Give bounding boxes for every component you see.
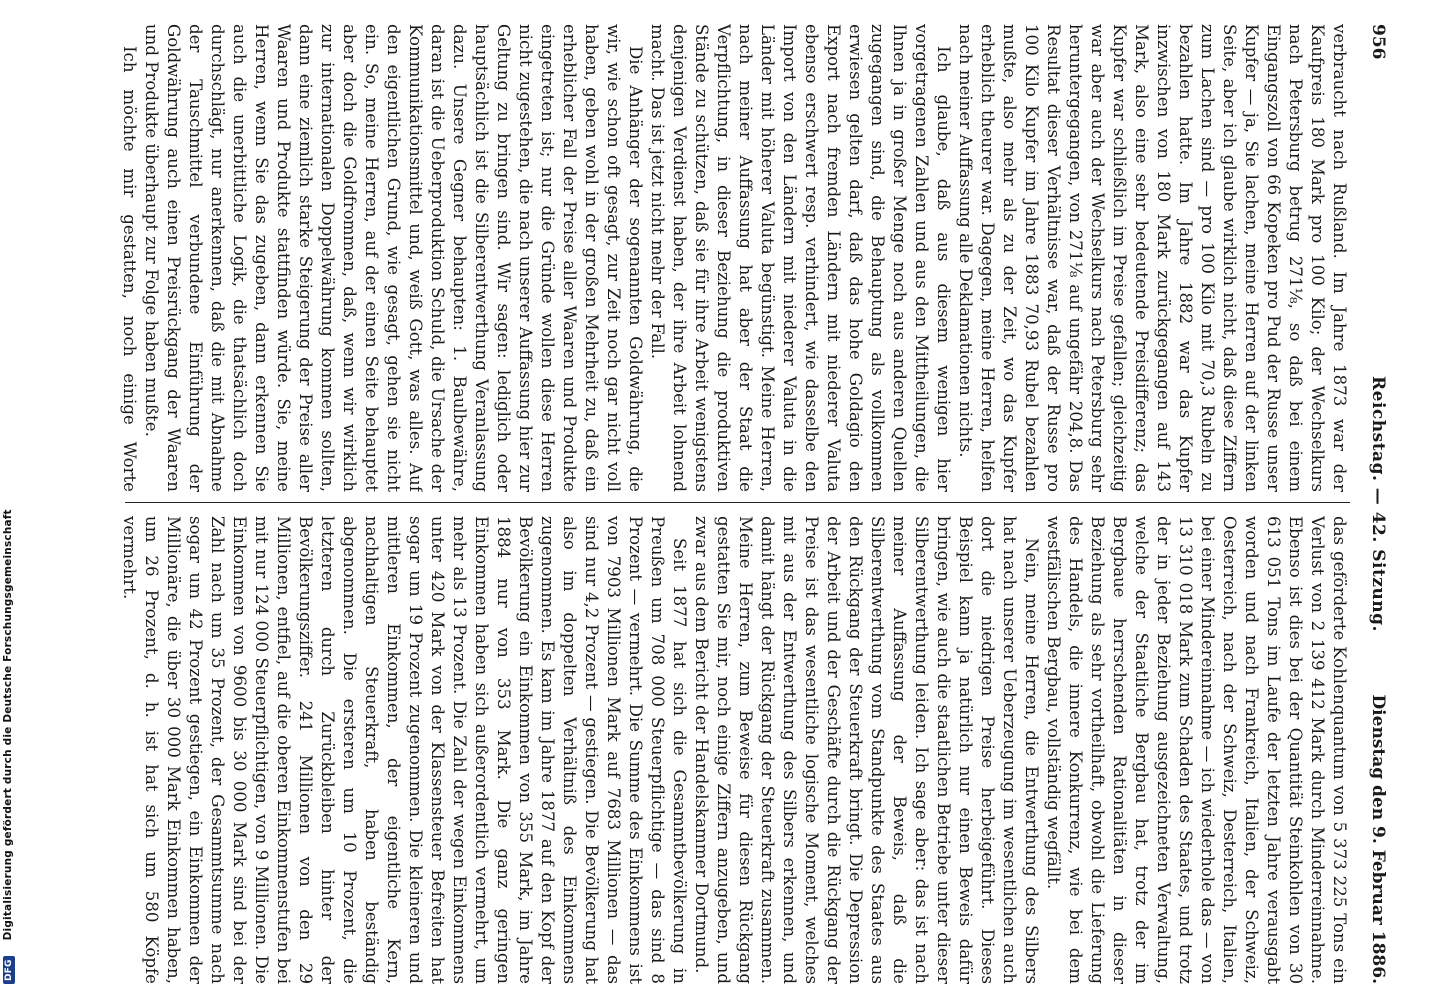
right-text-column [120,516,1350,984]
page-number: 956 [1368,24,1388,60]
document-page [110,24,1390,984]
dfg-logo: DFG [3,956,15,984]
session-date: Dienstag den 9. Februar 1886. [1368,694,1388,984]
paragraph: verbraucht nach Rußland. Im Jahre 1873 war der Kaufpreis 180 Mark pro 100 Kilo; der Wechselkurs nach Petersburg betrug 271⅛, so daß bei einem Eingangszoll von 66 Kopeken pro Pud der Russe unser Kupfer — ja, Sie lachen, meine Herren auf der linken Seite, aber ich glaube wirklich nicht, daß diese Ziffern zum Lachen sind — pro 100 Kilo mit 70,3 Rubeln zu bezahlen hatte. Im Jahre 1882 war das Kupfer inzwischen von 180 Mark zurückgegangen auf 143 Mark, also eine sehr bedeutende Preisdifferenz; das Kupfer war schließlich im Preise gefallen; gleichzeitig war aber auch der Wechselkurs nach Petersburg sehr heruntergegangen, von 271⅛ auf ungefähr 204,8. Das Resultat dieser Verhältnisse war, daß der Russe pro 100 Kilo Kupfer im Jahre 1883 70,93 Rubel bezahlen mußte, also mehr als zu der Zeit, wo das Kupfer erheblich theurer war. Dagegen, meine Herren, helfen nach meiner Auffassung alle Deklamationen nichts. [956,24,1349,492]
paragraph: Nein, meine Herren, die Entwerthung des Silbers hat nach unserer Ueberzeugung im wesentlichen auch dort die niedrigen Preise herbeigeführt. Dieses Beispiel kann ja natürlich nur einen Beweis dafür bringen, wie auch die staatlichen Betriebe unter dieser Silberentwerthung leiden. Ich sage aber: das ist nach meiner Auffassung der Beweis, daß die Silberentwerthung vom Standpunkte des Staates aus den Rückgang der Steuerkraft bringt. Die Depression der Arbeit und der Geschäfte durch die Rückgang der Preise ist das wesentliche logische Moment, welches mit aus der Entwerthung des Silbers erkennen, und damit hängt der Rückgang der Steuerkraft zusammen. Meine Herren, zum Beweise für diesen Rückgang gestatten Sie mir, noch einige Ziffern anzugeben, und zwar aus dem Bericht der Handelskammer Dortmund. [692,516,1041,984]
paragraph: das geförderte Kohlenquantum von 5 373 225 Tons ein Verlust von 2 139 412 Mark durch Minderreinnahme. Ebenso ist dies bei der Quantität Steinkohlen von 30 613 051 Tons im Laufe der letzten Jahre verausgabt worden und nach Frankreich, Italien, der Schweiz, Oesterreich, nach der Schweiz, Desterreich, Italien, bei einer Mindereinnahme — ich wiederhole das — von 13 310 018 Mark zum Schaden des Staates, und trotz der in jeder Beziehung ausgezeichneten Verwaltung, welche der Staatliche Bergbau hat, trotz der im Bergbaue herrschenden Rationalitäten in dieser Beziehung als sehr vortheilhaft, obwohl die Lieferung des Handels, die innere Konkurrenz, wie bei dem westfälischen Bergbau, vollständig wegfällt. [1044,516,1349,984]
paragraph: Seit 1877 hat sich die Gesammtbevölkerung in Preußen um 708 000 Steuerpflichtige — das sind 8 Prozent — vermehrt. Die Summe des Einkommens ist von 7903 Millionen Mark auf 7683 Millionen — das sind nur 4,2 Prozent — gestiegen. Die Bevölkerung hat also im doppelten Verhältniß des Einkommens zugenommen. Es kam im Jahre 1877 auf den Kopf der Bevölkerung ein Einkommen von 355 Mark, im Jahre 1884 nur von 353 Mark. Die ganz geringen Einkommen haben sich außerordentlich vermehrt, um mehr als 13 Prozent. Die Zahl der wegen Einkommens unter 420 Mark von der Klassensteuer Befreiten hat sogar um 19 Prozent zugenommen. Die kleineren und mittleren Einkommen, der eigentliche Kern, nachhaltigen Steuerkraft, haben beständig abgenommen. Die ersteren um 10 Prozent, die letzteren durch Zurückbleiben hinter der Bevölkerungsziffer. 241 Millionen von den 29 Millionen, entfiel, auf die oberen Einkommenstufen bei mit nur 124 000 Steuerpflichtigen, von 9 Millionen. Die Einkommen von 9600 bis 30 000 Mark sind bei der Zahl nach um 35 Prozent, der Gesammtsumme nach sogar um 42 Prozent gestiegen, ein Einkommen der Millionäre, die über 30 000 Mark Einkommen haben, um 26 Prozent, d. h. ist hat sich um 580 Köpfe vermehrt. [120,516,689,984]
column-divider [125,502,1350,503]
left-text-column [120,24,1350,492]
digitization-credit [2,0,24,990]
credit-text: Digitalisierung gefördert durch die Deutsche Forschungsgemeinschaft [2,509,14,941]
paragraph: Ich möchte mir gestatten, noch einige Worte [120,46,139,492]
running-header [1362,24,1390,984]
paragraph: Die Anhänger der sogenannten Goldwährung, die wir, wie schon oft gesagt, zur Zeit noch gar nicht voll haben, geben wohl in der großen Mehrheit zu, daß ein erheblicher Fall der Preise aller Waaren und Produkte eingetreten ist; nur die Gründe wollen diese Herren nicht zugestehen, die nach unserer Auffassung hier zur Geltung zu bringen sind. Wir sagen: lediglich oder hauptsächlich ist die Silberentwerthung Veranlassung dazu. Unsere Gegner behaupten: 1. Baulbewähre, daran ist die Ueberproduktion Schuld, die Ursache der Kommunikationsmittel und, weiß Gott, was alles. Auf den eigentlichen Grund, wie gesagt, gehen sie nicht ein. So, meine Herren, auf der einen Seite behauptet aber doch die Goldfrommen, daß, wenn wir wirklich zur internationalen Doppelwährung kommen sollten, dann eine ziemlich starke Steigerung der Preise aller Waaren und Produkte stattfinden würde. Sie, meine Herren, wenn Sie das zugeben, dann erkennen Sie auch die unerbittliche Logik, die thatsächlich doch durchschlägt, nur anerkennen, daß die mit Abnahme der Tauschmittel verbundene Einführung der Goldwährung auch einen Preisrückgang der Waaren und Produkte überhaupt zur Folge haben mußte. [142,24,645,492]
paragraph: Ich glaube, daß aus diesem wenigen hier vorgetragenen Zahlen und aus den Mittheilungen, die Ihnen ja in großer Menge noch aus anderen Quellen zugegangen sind, die Behauptung als vollkommen erwiesen gelten darf, daß das hohe Goldagio den Export nach fremden Ländern mit niederer Valuta ebenso erschwert resp. verhindert, wie dasselbe den Import von den Ländern mit niederer Valuta in die Länder mit höherer Valuta begünstigt. Meine Herren, nach meiner Auffassung hat aber der Staat die Verpflichtung, in dieser Beziehung die produktiven Stände zu schützen, daß sie für ihre Arbeit wenigstens denjenigen Verdienst haben, der ihre Arbeit lohnend macht. Das ist jetzt nicht mehr der Fall. [648,24,953,492]
session-title: Reichstag. — 42. Sitzung. [1368,376,1388,632]
